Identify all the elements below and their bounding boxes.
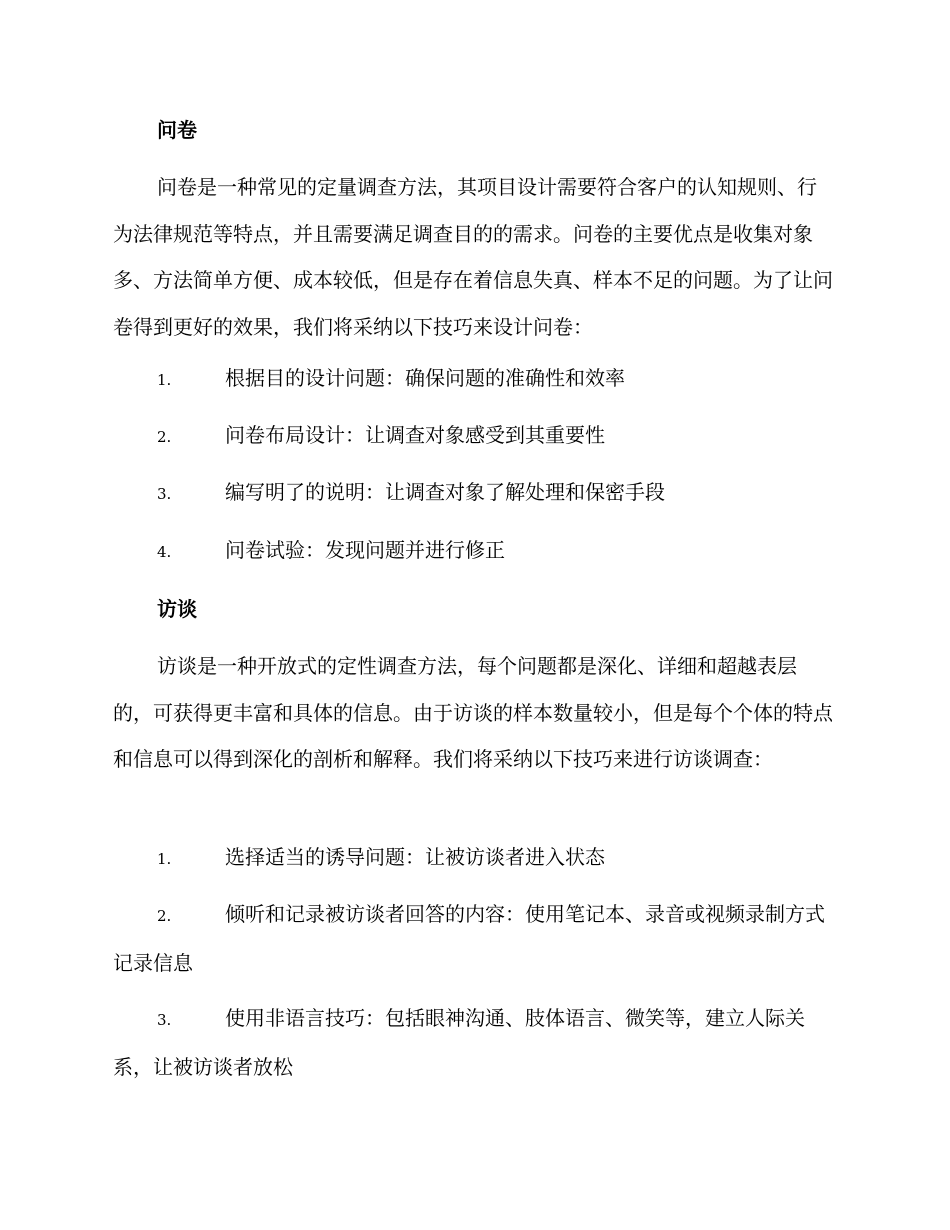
list-item [113,469,833,518]
section-heading-interview: 访谈 [157,597,197,621]
interview-paragraph: 访谈是一种开放式的定性调查方法，每个问题都是深化、详细和超越表层的，可获得更丰富和具体的信息。由于访谈的样本数量较小，但是每个个体的特点和信息可以得到深化的剖析和解释。我们将采纳以下技巧来进行访谈调查： [113,654,833,771]
list-item-text: 选择适当的诱导问题：让被访谈者进入状态 [225,845,605,869]
section-heading-questionnaire: 问卷 [157,118,197,142]
list-item-text: 问卷布局设计：让调查对象感受到其重要性 [225,423,605,447]
list-item-number: 3. [157,1011,172,1029]
list-item [113,355,833,404]
list-item-number: 4. [157,543,172,561]
list-item-number: 1. [157,371,172,389]
list-item-text: 编写明了的说明：让调查对象了解处理和保密手段 [225,480,665,504]
list-item-number: 1. [157,850,172,868]
list-item [113,527,833,576]
list-item-text: 倾听和记录被访谈者回答的内容：使用笔记本、录音或视频录制方式记录信息 [113,902,825,975]
list-item-text: 问卷试验：发现问题并进行修正 [225,538,505,562]
list-item-number: 3. [157,485,172,503]
list-item [113,834,833,883]
list-item-number: 2. [157,907,172,925]
list-item-text: 使用非语言技巧：包括眼神沟通、肢体语言、微笑等，建立人际关系，让被访谈者放松 [113,1006,805,1079]
questionnaire-paragraph: 问卷是一种常见的定量调查方法，其项目设计需要符合客户的认知规则、行为法律规范等特点，并且需要满足调查目的的需求。问卷的主要优点是收集对象多、方法简单方便、成本较低，但是存在着信息失真、样本不足的问题。为了让问卷得到更好的效果，我们将采纳以下技巧来设计问卷： [113,175,833,339]
list-item [113,412,833,461]
list-item [113,891,833,986]
list-item [113,995,833,1090]
list-item-text: 根据目的设计问题：确保问题的准确性和效率 [225,366,625,390]
list-item-number: 2. [157,428,172,446]
